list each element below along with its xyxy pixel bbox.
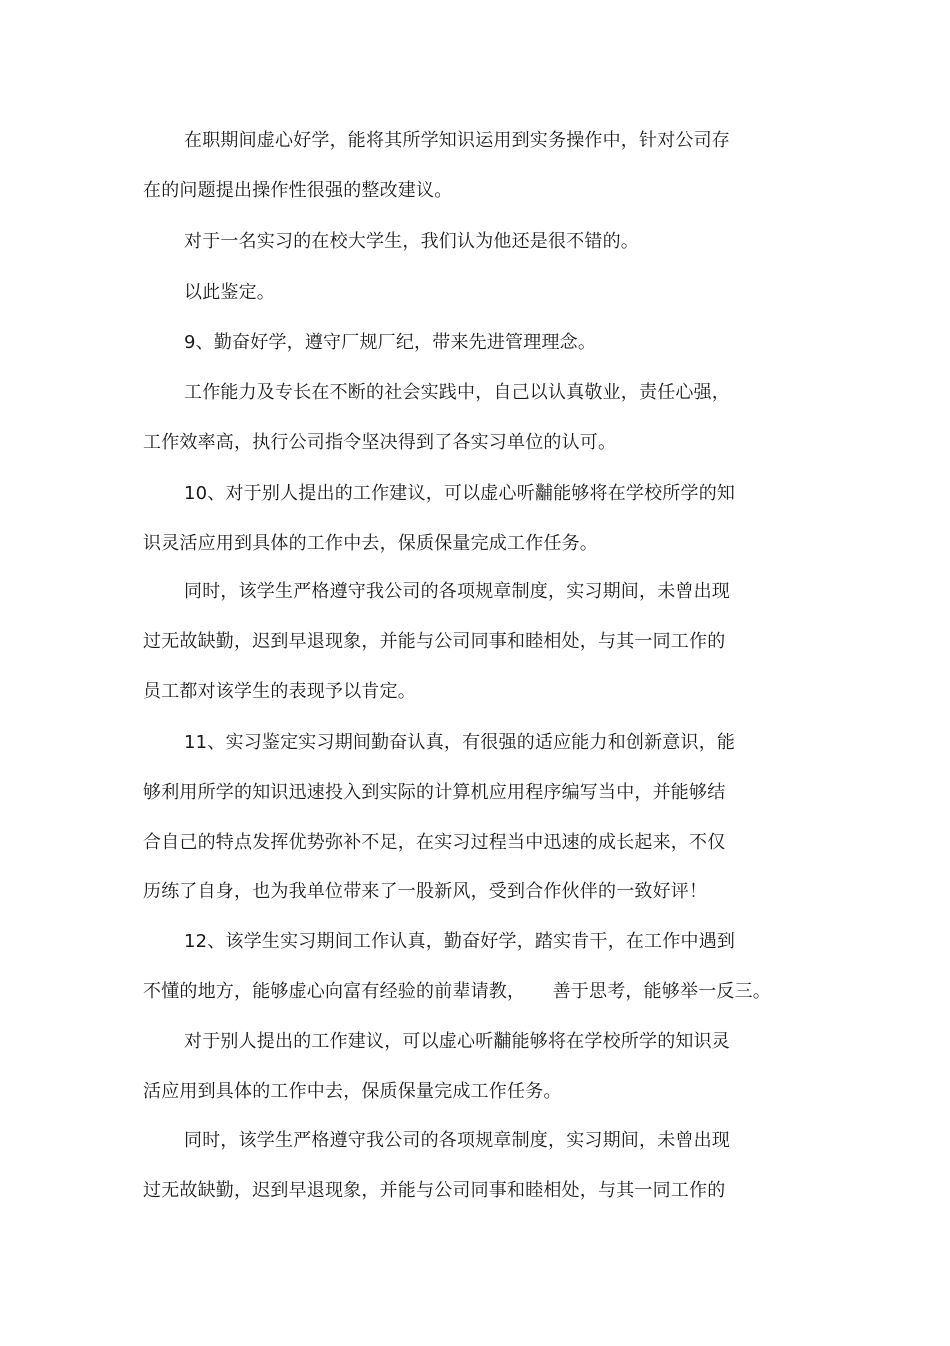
- text-line: 10、对于别人提出的工作建议，可以虚心听黼能够将在学校所学的知: [184, 483, 736, 504]
- text-line: 以此鉴定。: [184, 282, 275, 303]
- text-line: 在职期间虚心好学，能将其所学知识运用到实务操作中，针对公司存: [184, 130, 730, 151]
- text-line: 在的问题提出操作性很强的整改建议。: [143, 180, 453, 201]
- text-line: 够利用所学的知识迅速投入到实际的计算机应用程序编写当中，并能够结: [143, 782, 726, 803]
- text-line: 识灵活应用到具体的工作中去，保质保量完成工作任务。: [143, 533, 598, 554]
- text-line: 不懂的地方，能够虚心向富有经验的前辈请教， 善于思考，能够举一反三。: [143, 981, 771, 1002]
- text-line: 过无故缺勤，迟到早退现象，并能与公司同事和睦相处，与其一同工作的: [143, 1180, 726, 1201]
- text-line: 活应用到具体的工作中去，保质保量完成工作任务。: [143, 1081, 562, 1102]
- text-line: 历练了自身，也为我单位带来了一股新风，受到合作伙伴的一致好评！: [143, 881, 708, 902]
- text-line: 对于别人提出的工作建议，可以虚心听黼能够将在学校所学的知识灵: [184, 1031, 730, 1052]
- text-line: 过无故缺勤，迟到早退现象，并能与公司同事和睦相处，与其一同工作的: [143, 631, 726, 652]
- text-line: 工作能力及专长在不断的社会实践中，自己以认真敬业，责任心强，: [184, 382, 730, 403]
- text-line: 12、该学生实习期间工作认真，勤奋好学，踏实肯干，在工作中遇到: [184, 931, 736, 952]
- text-line: 员工都对该学生的表现予以肯定。: [143, 681, 416, 702]
- text-line: 对于一名实习的在校大学生，我们认为他还是很不错的。: [184, 231, 639, 252]
- text-line: 11、实习鉴定实习期间勤奋认真，有很强的适应能力和创新意识，能: [184, 732, 736, 753]
- text-line: 同时，该学生严格遵守我公司的各项规章制度，实习期间，未曾出现: [184, 1130, 730, 1151]
- text-line: 工作效率高，执行公司指令坚决得到了各实习单位的认可。: [143, 432, 617, 453]
- text-line: 9、勤奋好学，遵守厂规厂纪，带来先进管理理念。: [184, 332, 597, 353]
- text-line: 同时，该学生严格遵守我公司的各项规章制度，实习期间，未曾出现: [184, 581, 730, 602]
- text-line: 合自己的特点发挥优势弥补不足，在实习过程当中迅速的成长起来，不仅: [143, 832, 726, 853]
